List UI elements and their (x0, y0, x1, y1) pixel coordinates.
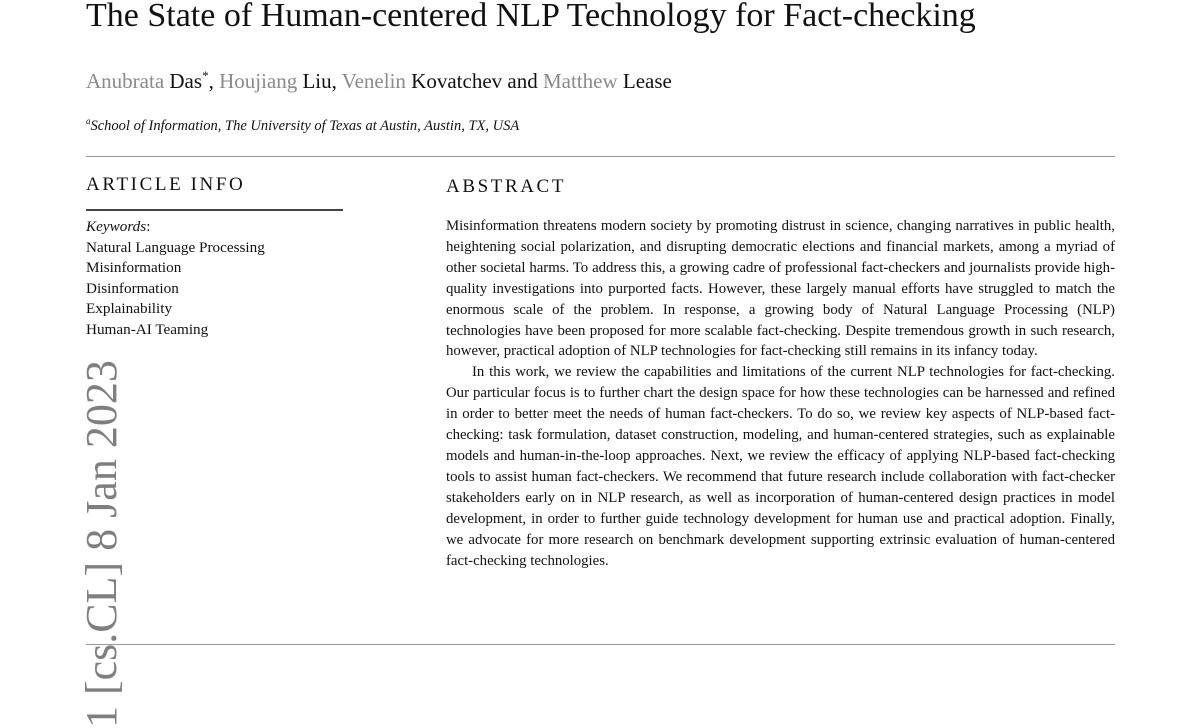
keyword: Misinformation (86, 259, 182, 276)
abstract-paragraph: Misinformation threatens modern society by promoting distrust in science, changing narratives in public health, heightening social polarization, and disrupting democratic elections and financial markets, among a myriad of other societal harms. To address this, a growing cadre of professional fact-checkers and journalists provide high-quality investigations into purported facts. However, these largely manual efforts have struggled to match the enormous scale of the problem. In response, a growing body of Natural Language Processing (NLP) technologies have been proposed for more scalable fact-checking. Despite tremendous growth in such research, however, practical adoption of NLP technologies for fact-checking still remains in its infancy today. (446, 218, 1115, 360)
keywords-colon: : (146, 218, 151, 235)
keyword: Explainability (86, 300, 173, 317)
author-last-name: Lease (622, 69, 672, 93)
keywords-label-line (86, 217, 265, 238)
author-first-name: Houjiang (219, 69, 298, 93)
author-last-name: Das (169, 69, 203, 93)
author-separator: , (331, 69, 342, 93)
author (342, 69, 543, 93)
affiliation-text: School of Information, The University of Texas at Austin, Austin, TX, USA (90, 117, 520, 134)
bottom-divider (86, 644, 1115, 645)
author (219, 69, 342, 93)
article-info-divider (86, 209, 343, 211)
keywords-block (86, 217, 265, 340)
author (86, 69, 219, 93)
affiliation (86, 116, 519, 135)
abstract-heading: ABSTRACT (446, 176, 567, 197)
paper-title: The State of Human-centered NLP Technology for Fact-checking (86, 0, 976, 34)
author-first-name: Matthew (542, 69, 618, 93)
author-first-name: Venelin (341, 69, 406, 93)
keyword: Human-AI Teaming (86, 320, 209, 338)
keyword: Disinformation (86, 279, 179, 297)
keyword: Natural Language Processing (86, 238, 265, 256)
author-last-name: Liu (302, 69, 332, 93)
corresponding-author-mark: * (202, 68, 209, 83)
author-separator: and (502, 69, 543, 93)
author (543, 69, 672, 93)
abstract-body (446, 216, 1115, 571)
author-list (86, 62, 672, 95)
abstract-paragraph: In this work, we review the capabilities and limitations of the current NLP technologies for fact-checking. Our particular focus is to further chart the design space for how these technologies can be harnessed and refined in order to better meet the needs of human fact-checkers. To do so, we review key aspects of NLP-based fact-checking: task formulation, dataset construction, modeling, and human-centered strategies, such as explainable models and human-in-the-loop approaches. Next, we review the efficacy of applying NLP-based fact-checking tools to assist human fact-checkers. We recommend that future research include collaboration with fact-checker stakeholders early on in NLP research, as well as incorporation of human-centered design practices in model development, in order to further guide technology development for human use and practical adoption. Finally, we advocate for more research on benchmark development supporting extrinsic evaluation of human-centered fact-checking technologies. (446, 364, 1115, 569)
article-info-heading: ARTICLE INFO (86, 174, 246, 195)
arxiv-stamp: 1 [cs.CL] 8 Jan 2023 (77, 360, 126, 728)
keywords-label: Keywords (86, 218, 147, 235)
author-first-name: Anubrata (86, 69, 165, 93)
top-divider (86, 156, 1115, 157)
author-separator: , (208, 69, 220, 93)
affiliation-mark: a (86, 116, 91, 126)
author-last-name: Kovatchev (411, 69, 503, 93)
